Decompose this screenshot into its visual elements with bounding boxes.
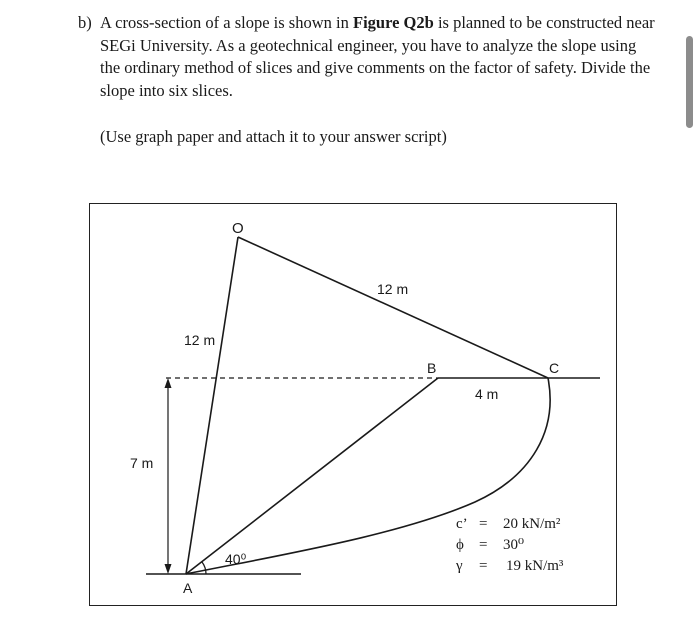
soil-parameters: [455, 516, 564, 574]
angle-arc: [202, 562, 206, 574]
param-symbol: γ: [456, 558, 463, 574]
param-value: 30⁰: [503, 537, 525, 553]
radius-oa-label: 12 m: [184, 332, 216, 348]
point-o-label: O: [232, 220, 244, 237]
point-b-label: B: [427, 360, 437, 376]
instruction-note: (Use graph paper and attach it to your answer script): [100, 127, 447, 146]
param-value: 19 kN/m³: [506, 558, 564, 574]
param-symbol: ϕ: [456, 537, 464, 553]
param-eq: =: [479, 537, 488, 553]
slip-circle-arc: [186, 378, 550, 574]
angle-label: 40⁰: [225, 551, 247, 567]
param-eq: =: [479, 516, 488, 532]
figure-reference: Figure Q2b: [352, 13, 434, 32]
param-symbol: c’: [456, 516, 468, 532]
arrow-head-top: [165, 378, 172, 388]
question-body: A cross-section of a slope is shown in Figure Q2b is planned to be constructed near SEGi University. As a geotechnical engineer, you have to analyze the slope using the ordinary method of slices and give comments on the factor of safety. Divide the slope into six slices.: [100, 13, 655, 100]
radius-oc-line: [238, 237, 548, 378]
crest-width-label: 4 m: [475, 386, 499, 402]
slope-face-line: [186, 378, 438, 574]
point-a-label: A: [183, 580, 193, 596]
radius-oa-line: [186, 237, 238, 574]
param-value: 20 kN/m²: [503, 516, 561, 532]
height-label: 7 m: [130, 455, 154, 471]
arrow-head-bottom: [165, 564, 172, 574]
param-eq: =: [479, 558, 488, 574]
question-label: b): [78, 13, 92, 32]
radius-oc-label: 12 m: [377, 281, 409, 297]
point-c-label: C: [549, 360, 560, 376]
